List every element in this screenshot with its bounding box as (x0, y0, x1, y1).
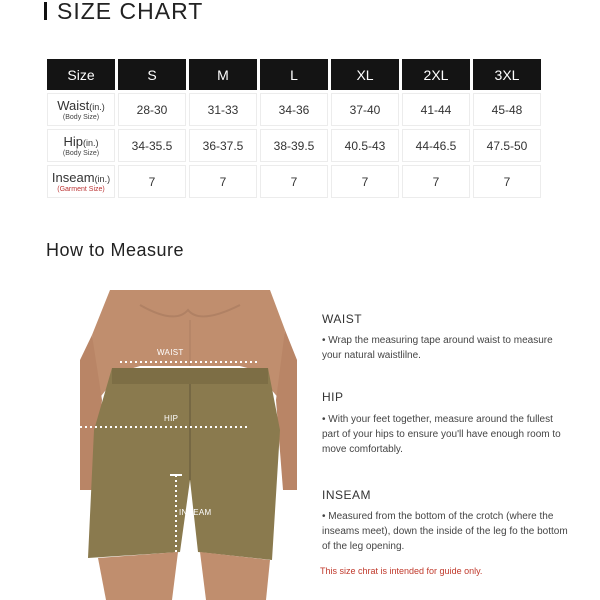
row-label-hip (47, 129, 115, 162)
table-cell: 7 (402, 165, 470, 198)
measure-desc-inseam: • Measured from the bottom of the crotch (where the inseams meet), down the inside of the leg fo the bottom of the leg opening. (322, 511, 568, 552)
size-header-l: L (260, 59, 328, 90)
size-table (44, 56, 544, 201)
size-header-s: S (118, 59, 186, 90)
size-header-row (47, 59, 541, 90)
table-cell: 7 (189, 165, 257, 198)
row-label-text: Hip (63, 133, 83, 149)
how-to-measure-heading: How to Measure (46, 240, 185, 260)
heading-bar (44, 2, 47, 20)
measure-label-waist: WAIST (322, 312, 363, 326)
table-cell: 34-35.5 (118, 129, 186, 162)
table-cell: 31-33 (189, 93, 257, 126)
measure-desc-hip: • With your feet together, measure around the fullest part of your hips to ensure you'll have enough room to move comfortably. (322, 414, 561, 455)
row-sub: (Body Size) (62, 113, 100, 121)
photo-label-hip: HIP (164, 414, 179, 423)
row-unit: (in.) (94, 173, 111, 184)
size-header-xl: XL (331, 59, 399, 90)
table-cell: 37-40 (331, 93, 399, 126)
table-cell: 7 (473, 165, 541, 198)
measure-desc-waist: • Wrap the measuring tape around waist to measure your natural waistlilne. (322, 335, 553, 361)
table-cell: 45-48 (473, 93, 541, 126)
row-sub: (Garment Size) (57, 185, 105, 193)
measure-label-hip: HIP (322, 390, 344, 404)
size-chart-heading (44, 0, 203, 26)
row-unit: (in.) (83, 137, 99, 148)
table-row-hip (47, 129, 541, 162)
size-header-3xl: 3XL (473, 59, 541, 90)
table-row-waist (47, 93, 541, 126)
table-cell: 47.5-50 (473, 129, 541, 162)
table-cell: 28-30 (118, 93, 186, 126)
table-cell: 36-37.5 (189, 129, 257, 162)
table-row-inseam (47, 165, 541, 198)
measure-label-inseam: INSEAM (322, 488, 372, 502)
table-cell: 34-36 (260, 93, 328, 126)
table-cell: 38-39.5 (260, 129, 328, 162)
table-cell: 44-46.5 (402, 129, 470, 162)
page-title: SIZE CHART (57, 0, 204, 24)
row-label-text: Inseam (51, 169, 95, 185)
photo-label-inseam: INSEAM (179, 508, 212, 517)
guide-note: This size chrat is intended for guide only. (320, 566, 483, 576)
row-sub: (Body Size) (62, 149, 100, 157)
table-cell: 40.5-43 (331, 129, 399, 162)
photo-label-waist: WAIST (157, 348, 184, 357)
row-label-text: Waist (57, 97, 90, 113)
table-cell: 7 (118, 165, 186, 198)
row-unit: (in.) (89, 101, 105, 112)
model-photo (80, 290, 297, 600)
table-cell: 7 (331, 165, 399, 198)
size-header-2xl: 2XL (402, 59, 470, 90)
row-label-waist (47, 93, 115, 126)
model-illustration (80, 290, 297, 600)
size-header-m: M (189, 59, 257, 90)
size-header-label: Size (47, 59, 115, 90)
table-cell: 7 (260, 165, 328, 198)
table-cell: 41-44 (402, 93, 470, 126)
row-label-inseam (47, 165, 115, 198)
